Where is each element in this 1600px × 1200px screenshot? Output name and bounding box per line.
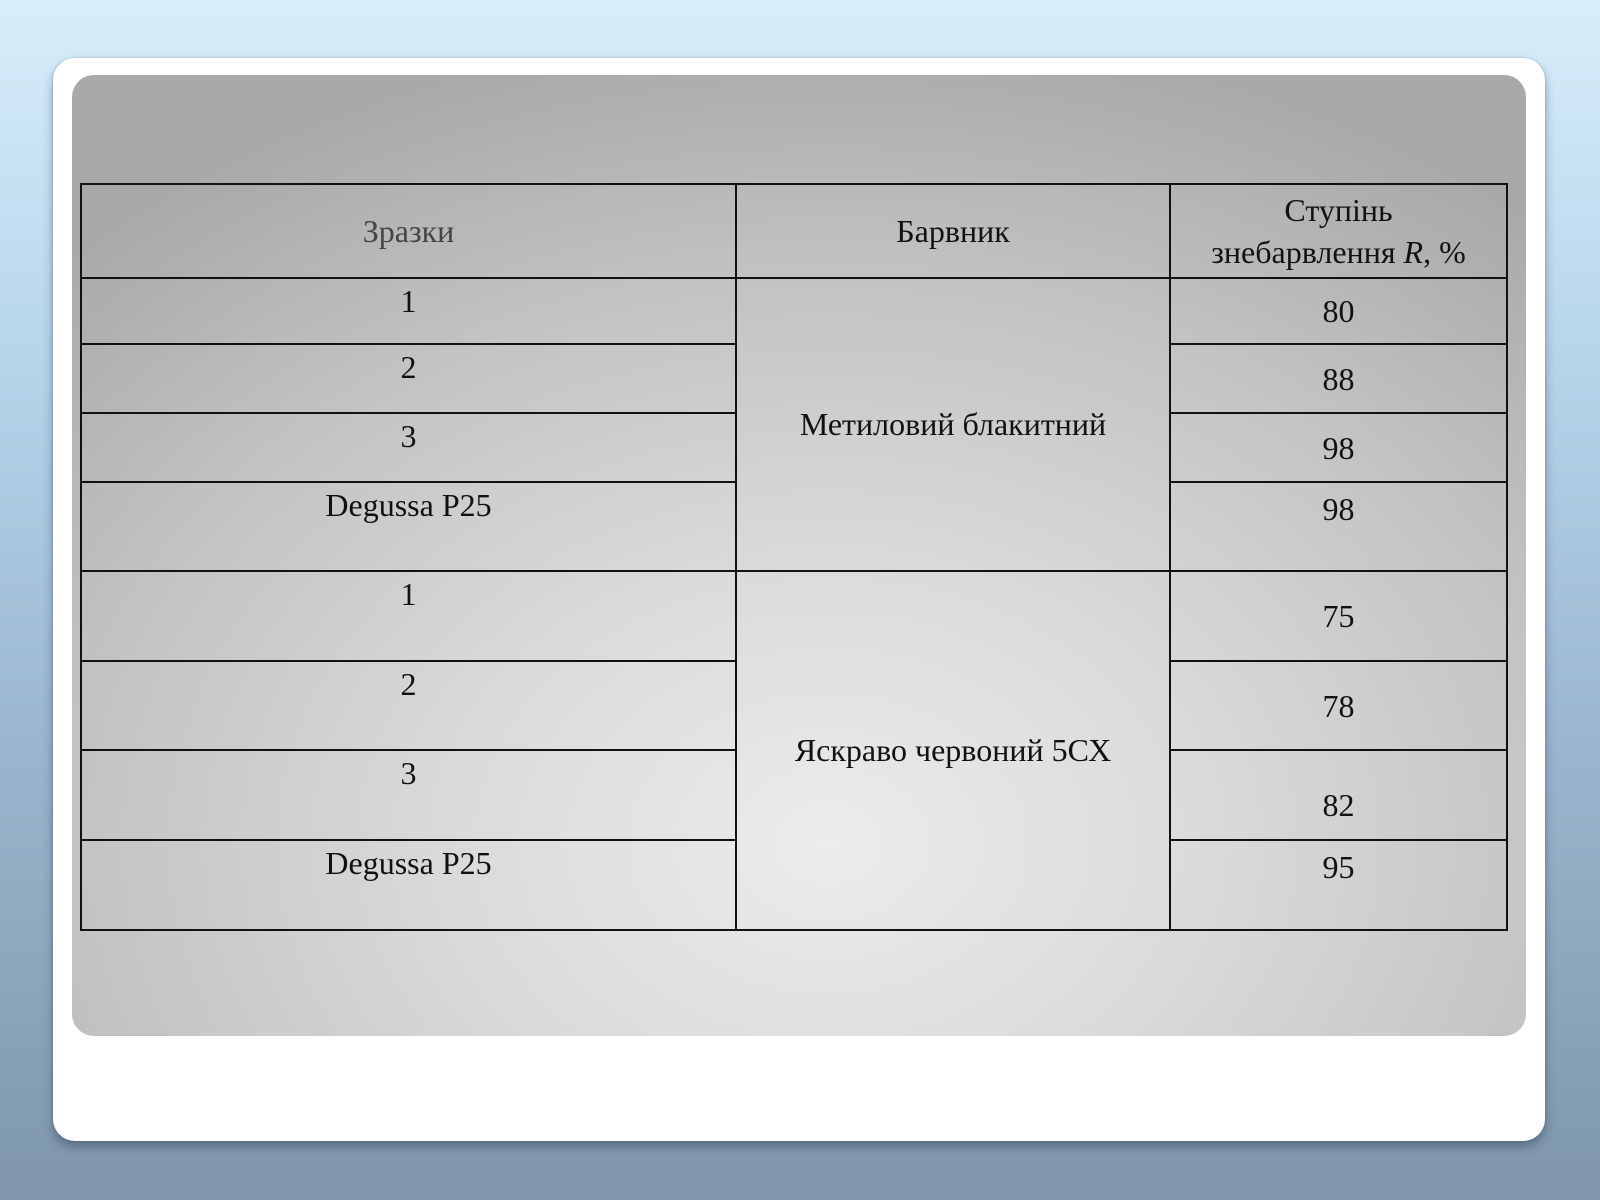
table-row xyxy=(81,571,1507,661)
degree-cell: 95 xyxy=(1170,840,1507,930)
sample-cell: 1 xyxy=(81,278,736,344)
header-degree-suffix: , % xyxy=(1423,234,1466,270)
dye-cell: Метиловий блакитний xyxy=(736,278,1170,571)
degree-cell: 88 xyxy=(1170,344,1507,413)
table-row xyxy=(81,278,1507,344)
degree-cell: 75 xyxy=(1170,571,1507,661)
table-header-row xyxy=(81,184,1507,278)
slide-card xyxy=(53,58,1545,1141)
header-degree xyxy=(1170,184,1507,278)
sample-cell: Degussa P25 xyxy=(81,840,736,930)
sample-cell: 2 xyxy=(81,344,736,413)
sample-cell: 2 xyxy=(81,661,736,750)
results-table xyxy=(80,183,1508,931)
header-dye: Барвник xyxy=(736,184,1170,278)
degree-cell: 82 xyxy=(1170,750,1507,840)
degree-cell: 78 xyxy=(1170,661,1507,750)
content-panel xyxy=(72,75,1526,1036)
sample-cell: 3 xyxy=(81,750,736,840)
sample-cell: Degussa P25 xyxy=(81,482,736,571)
header-degree-symbol: R xyxy=(1403,234,1424,270)
degree-cell: 98 xyxy=(1170,413,1507,482)
degree-cell: 98 xyxy=(1170,482,1507,571)
sample-cell: 3 xyxy=(81,413,736,482)
dye-cell: Яскраво червоний 5СХ xyxy=(736,571,1170,930)
degree-cell: 80 xyxy=(1170,278,1507,344)
sample-cell: 1 xyxy=(81,571,736,661)
header-degree-line2: знебарвлення xyxy=(1211,234,1404,270)
header-samples: Зразки xyxy=(81,184,736,278)
header-degree-line1: Ступінь xyxy=(1284,192,1393,228)
